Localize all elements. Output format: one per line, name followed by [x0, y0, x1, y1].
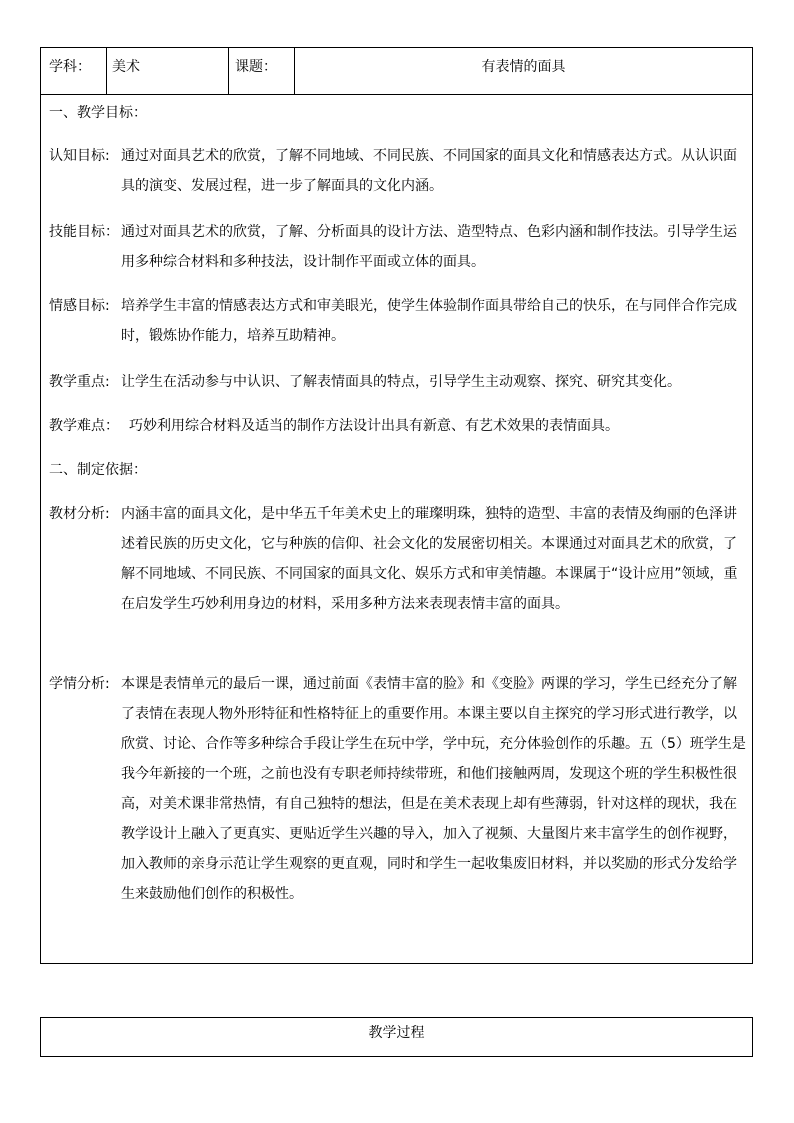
textbook-analysis: [49, 499, 749, 619]
skill-goal-label: 技能目标：: [49, 224, 119, 240]
key-point-text: 让学生在活动参与中认识、了解表情面具的特点，引导学生主动观察、探究、研究其变化。: [121, 374, 681, 390]
textbook-analysis-label: 教材分析:: [49, 506, 110, 522]
difficulty: [49, 411, 749, 441]
cognitive-goal-text: 通过对面具艺术的欣赏，了解不同地域、不同民族、不同国家的面具文化和情感表达方式。从认识面具的演变、发展过程，进一步了解面具的文化内涵。: [121, 148, 737, 194]
cognitive-goal-label: 认知目标:: [49, 148, 110, 164]
subject-label: 学科：: [41, 48, 107, 94]
skill-goal-text: 通过对面具艺术的欣赏，了解、分析面具的设计方法、造型特点、色彩内涵和制作技法。引导学生运用多种综合材料和多种技法，设计制作平面或立体的面具。: [121, 224, 737, 270]
key-point: [49, 367, 749, 397]
topic-label: 课题：: [229, 48, 295, 94]
difficulty-label: 教学难点：: [49, 418, 119, 434]
section2-heading: 二、制定依据：: [49, 462, 147, 478]
student-analysis: [49, 669, 749, 909]
skill-goal: [49, 217, 749, 277]
emotion-goal-text: 培养学生丰富的情感表达方式和审美眼光，使学生体验制作面具带给自己的快乐，在与同伴合作完成时，锻炼协作能力，培养互助精神。: [121, 298, 737, 344]
subject-value: 美术: [107, 48, 229, 94]
header-row: [41, 48, 752, 95]
student-analysis-label: 学情分析:: [49, 676, 110, 692]
cognitive-goal: [49, 141, 749, 201]
emotion-goal-label: 情感目标:: [49, 298, 110, 314]
emotion-goal: [49, 291, 749, 351]
difficulty-text: 巧妙利用综合材料及适当的制作方法设计出具有新意、有艺术效果的表情面具。: [129, 418, 619, 434]
lesson-info-table: [40, 47, 753, 964]
textbook-analysis-text: 内涵丰富的面具文化，是中华五千年美术史上的璀璨明珠，独特的造型、丰富的表情及绚丽的色泽讲述着民族的历史文化，它与种族的信仰、社会文化的发展密切相关。本课通过对面具艺术的欣赏，了解不同地域、不同民族、不同国家的面具文化、娱乐方式和审美情趣。本课属于“设计应用”领域，重在启发学生巧妙利用身边的材料，采用多种方法来表现表情丰富的面具。: [121, 506, 738, 612]
student-analysis-text: 本课是表情单元的最后一课，通过前面《表情丰富的脸》和《变脸》两课的学习，学生已经充分了解了表情在表现人物外形特征和性格特征上的重要作用。本课主要以自主探究的学习形式进行教学，以欣赏、讨论、合作等多种综合手段让学生在玩中学，学中玩，充分体验创作的乐趣。五（5）班学生是我今年新接的一个班，之前也没有专职老师持续带班，和他们接触两周，发现这个班的学生积极性很高，对美术课非常热情，有自己独特的想法，但是在美术表现上却有些薄弱，针对这样的现状，我在教学设计上融入了更真实、更贴近学生兴趣的导入，加入了视频、大量图片来丰富学生的创作视野，加入教师的亲身示范让学生观察的更直观，同时和学生一起收集废旧材料，并以奖励的形式分发给学生来鼓励他们创作的积极性。: [121, 676, 746, 902]
teaching-process-table: [40, 1017, 753, 1057]
topic-value: 有表情的面具: [481, 59, 566, 75]
teaching-process-title: 教学过程: [368, 1025, 425, 1041]
section1-heading: 一、教学目标：: [49, 105, 147, 121]
key-point-label: 教学重点:: [49, 374, 110, 390]
